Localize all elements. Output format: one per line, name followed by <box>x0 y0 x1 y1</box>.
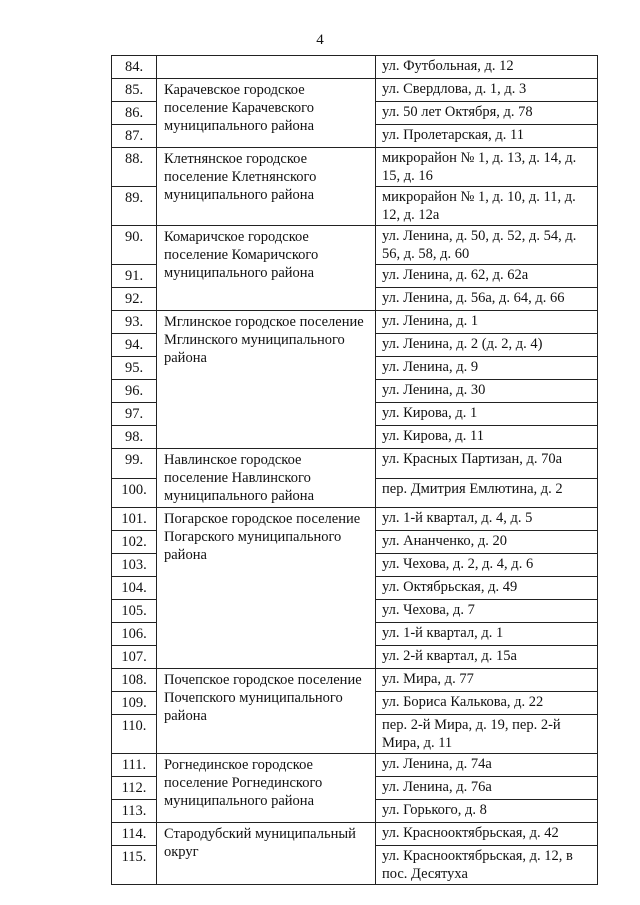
address-cell: ул. Футбольная, д. 12 <box>376 56 598 79</box>
row-number: 108. <box>112 669 157 692</box>
address-cell: ул. Пролетарская, д. 11 <box>376 125 598 148</box>
table-row <box>112 823 598 846</box>
address-cell: ул. Ленина, д. 2 (д. 2, д. 4) <box>376 334 598 357</box>
address-cell: ул. Мира, д. 77 <box>376 669 598 692</box>
table-row <box>112 56 598 79</box>
municipality-name: Стародубский муниципальный округ <box>157 823 376 885</box>
row-number: 94. <box>112 334 157 357</box>
row-number: 105. <box>112 600 157 623</box>
address-cell: ул. Ленина, д. 9 <box>376 357 598 380</box>
row-number: 87. <box>112 125 157 148</box>
row-number: 113. <box>112 800 157 823</box>
address-cell: ул. 1-й квартал, д. 4, д. 5 <box>376 508 598 531</box>
table-row <box>112 508 598 531</box>
address-cell: ул. 2-й квартал, д. 15а <box>376 646 598 669</box>
municipality-name: Комаричское городское поселение Комаричского муниципального района <box>157 226 376 311</box>
municipality-name: Рогнединское городское поселение Рогнединского муниципального района <box>157 754 376 823</box>
municipality-name: Мглинское городское поселение Мглинского муниципального района <box>157 311 376 449</box>
row-number: 98. <box>112 426 157 449</box>
address-cell: пер. Дмитрия Емлютина, д. 2 <box>376 478 598 508</box>
address-cell: ул. Краснооктябрьская, д. 12, в пос. Десятуха <box>376 846 598 885</box>
address-cell: ул. Ленина, д. 30 <box>376 380 598 403</box>
row-number: 84. <box>112 56 157 79</box>
address-cell: ул. Чехова, д. 2, д. 4, д. 6 <box>376 554 598 577</box>
address-cell: ул. Ленина, д. 74а <box>376 754 598 777</box>
row-number: 86. <box>112 102 157 125</box>
row-number: 111. <box>112 754 157 777</box>
address-cell: ул. Ленина, д. 56а, д. 64, д. 66 <box>376 288 598 311</box>
row-number: 110. <box>112 715 157 754</box>
row-number: 96. <box>112 380 157 403</box>
municipality-name: Карачевское городское поселение Карачевского муниципального района <box>157 79 376 148</box>
row-number: 102. <box>112 531 157 554</box>
table-row <box>112 754 598 777</box>
address-cell: ул. Ленина, д. 62, д. 62а <box>376 265 598 288</box>
address-cell: пер. 2-й Мира, д. 19, пер. 2-й Мира, д. 11 <box>376 715 598 754</box>
address-cell: ул. Кирова, д. 11 <box>376 426 598 449</box>
table-row <box>112 449 598 479</box>
row-number: 85. <box>112 79 157 102</box>
table-row <box>112 148 598 187</box>
address-cell: ул. Красных Партизан, д. 70а <box>376 449 598 479</box>
row-number: 104. <box>112 577 157 600</box>
municipality-name <box>157 56 376 79</box>
row-number: 89. <box>112 187 157 226</box>
address-cell: ул. Бориса Калькова, д. 22 <box>376 692 598 715</box>
row-number: 100. <box>112 478 157 508</box>
address-cell: ул. Свердлова, д. 1, д. 3 <box>376 79 598 102</box>
municipality-name: Почепское городское поселение Почепского муниципального района <box>157 669 376 754</box>
municipality-name: Клетнянское городское поселение Клетнянского муниципального района <box>157 148 376 226</box>
address-cell: микрорайон № 1, д. 10, д. 11, д. 12, д. 12а <box>376 187 598 226</box>
address-cell: ул. Ленина, д. 50, д. 52, д. 54, д. 56, д. 58, д. 60 <box>376 226 598 265</box>
address-cell: ул. Ленина, д. 76а <box>376 777 598 800</box>
row-number: 106. <box>112 623 157 646</box>
address-cell: ул. Кирова, д. 1 <box>376 403 598 426</box>
table-row <box>112 311 598 334</box>
row-number: 101. <box>112 508 157 531</box>
address-cell: ул. Горького, д. 8 <box>376 800 598 823</box>
row-number: 109. <box>112 692 157 715</box>
row-number: 93. <box>112 311 157 334</box>
row-number: 115. <box>112 846 157 885</box>
row-number: 107. <box>112 646 157 669</box>
row-number: 90. <box>112 226 157 265</box>
row-number: 99. <box>112 449 157 479</box>
address-cell: ул. Чехова, д. 7 <box>376 600 598 623</box>
municipality-name: Погарское городское поселение Погарского муниципального района <box>157 508 376 669</box>
address-table-body <box>112 56 598 885</box>
address-cell: ул. Октябрьская, д. 49 <box>376 577 598 600</box>
row-number: 112. <box>112 777 157 800</box>
row-number: 114. <box>112 823 157 846</box>
row-number: 95. <box>112 357 157 380</box>
row-number: 92. <box>112 288 157 311</box>
table-row <box>112 669 598 692</box>
address-cell: ул. Ленина, д. 1 <box>376 311 598 334</box>
table-row <box>112 79 598 102</box>
row-number: 103. <box>112 554 157 577</box>
row-number: 97. <box>112 403 157 426</box>
address-cell: ул. Краснооктябрьская, д. 42 <box>376 823 598 846</box>
address-cell: ул. Ананченко, д. 20 <box>376 531 598 554</box>
address-table <box>111 55 598 885</box>
address-cell: ул. 50 лет Октября, д. 78 <box>376 102 598 125</box>
municipality-name: Навлинское городское поселение Навлинского муниципального района <box>157 449 376 508</box>
row-number: 91. <box>112 265 157 288</box>
table-row <box>112 226 598 265</box>
address-cell: ул. 1-й квартал, д. 1 <box>376 623 598 646</box>
page-number: 4 <box>316 32 324 48</box>
row-number: 88. <box>112 148 157 187</box>
address-cell: микрорайон № 1, д. 13, д. 14, д. 15, д. 16 <box>376 148 598 187</box>
